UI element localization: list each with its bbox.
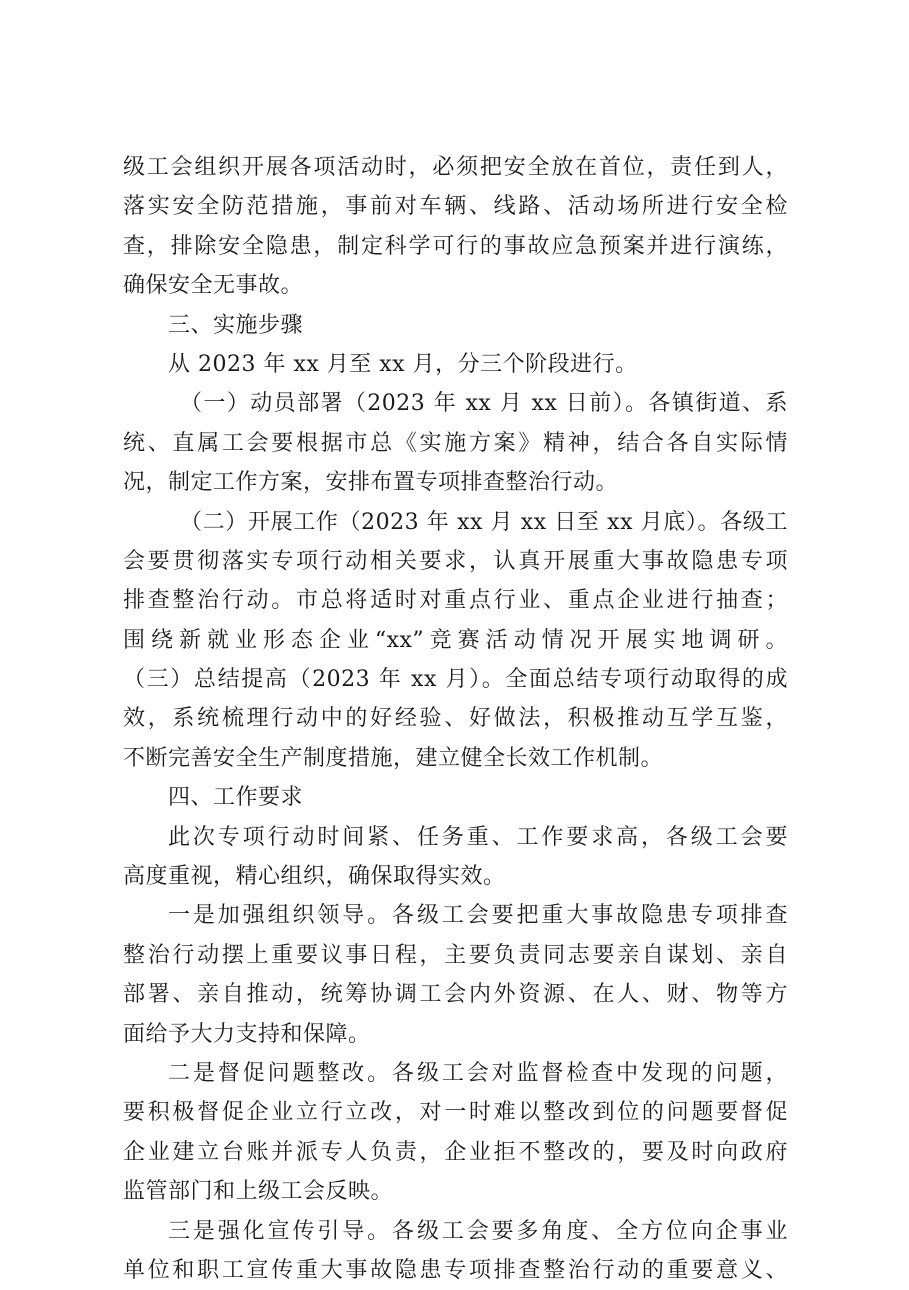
body-text-line: 监管部门和上级工会反映。 xyxy=(123,1179,394,1205)
body-text-line: 围绕新就业形态企业“xx”竞赛活动情况开展实地调研。 xyxy=(123,627,788,653)
body-text-line: 企业建立台账并派专人负责，企业拒不整改的，要及时向政府 xyxy=(123,1139,788,1165)
body-text-line: 面给予大力支持和保障。 xyxy=(123,1021,371,1047)
section-heading: 三、实施步骤 xyxy=(168,312,304,338)
body-text-line: （一）动员部署（2023 年 xx 月 xx 日前）。各镇街道、系 xyxy=(180,391,788,417)
body-text-line: 况，制定工作方案，安排布置专项排查整治行动。 xyxy=(123,470,619,496)
body-text-line: 不断完善安全生产制度措施，建立健全长效工作机制。 xyxy=(123,745,664,771)
body-text-line: 确保安全无事故。 xyxy=(123,273,304,299)
body-text-line: 落实安全防范措施，事前对车辆、线路、活动场所进行安全检 xyxy=(123,194,788,220)
body-text-line: 要积极督促企业立行立改，对一时难以整改到位的问题要督促 xyxy=(123,1100,788,1126)
body-text-line: 统、直属工会要根据市总《实施方案》精神，结合各自实际情 xyxy=(123,430,788,456)
body-text-line: 效，系统梳理行动中的好经验、好做法，积极推动互学互鉴， xyxy=(123,706,788,732)
body-text-line: 从 2023 年 xx 月至 xx 月，分三个阶段进行。 xyxy=(168,351,638,377)
body-text-line: （三）总结提高（2023 年 xx 月）。全面总结专项行动取得的成 xyxy=(123,667,788,693)
body-text-line: 三是强化宣传引导。各级工会要多角度、全方位向企事业 xyxy=(168,1218,788,1244)
body-text-line: 高度重视，精心组织，确保取得实效。 xyxy=(123,864,506,890)
document-page xyxy=(123,148,788,1290)
body-text-line: 排查整治行动。市总将适时对重点行业、重点企业进行抽查； xyxy=(123,588,788,614)
body-text-line: 单位和职工宣传重大事故隐患专项排查整治行动的重要意义、 xyxy=(123,1257,788,1283)
body-text-line: 二是督促问题整改。各级工会对监督检查中发现的问题， xyxy=(168,1060,788,1086)
body-text-line: 部署、亲自推动，统筹协调工会内外资源、在人、财、物等方 xyxy=(123,982,788,1008)
body-text-line: 此次专项行动时间紧、任务重、工作要求高，各级工会要 xyxy=(168,824,788,850)
section-heading: 四、工作要求 xyxy=(168,785,304,811)
body-text-line: （二）开展工作（2023 年 xx 月 xx 日至 xx 月底）。各级工 xyxy=(180,509,788,535)
body-text-line: 查，排除安全隐患，制定科学可行的事故应急预案并进行演练， xyxy=(123,233,788,259)
body-text-line: 会要贯彻落实专项行动相关要求，认真开展重大事故隐患专项 xyxy=(123,548,788,574)
body-text-line: 整治行动摆上重要议事日程，主要负责同志要亲自谋划、亲自 xyxy=(123,942,788,968)
body-text-line: 级工会组织开展各项活动时，必须把安全放在首位，责任到人， xyxy=(123,155,788,180)
body-text-line: 一是加强组织领导。各级工会要把重大事故隐患专项排查 xyxy=(168,903,788,929)
